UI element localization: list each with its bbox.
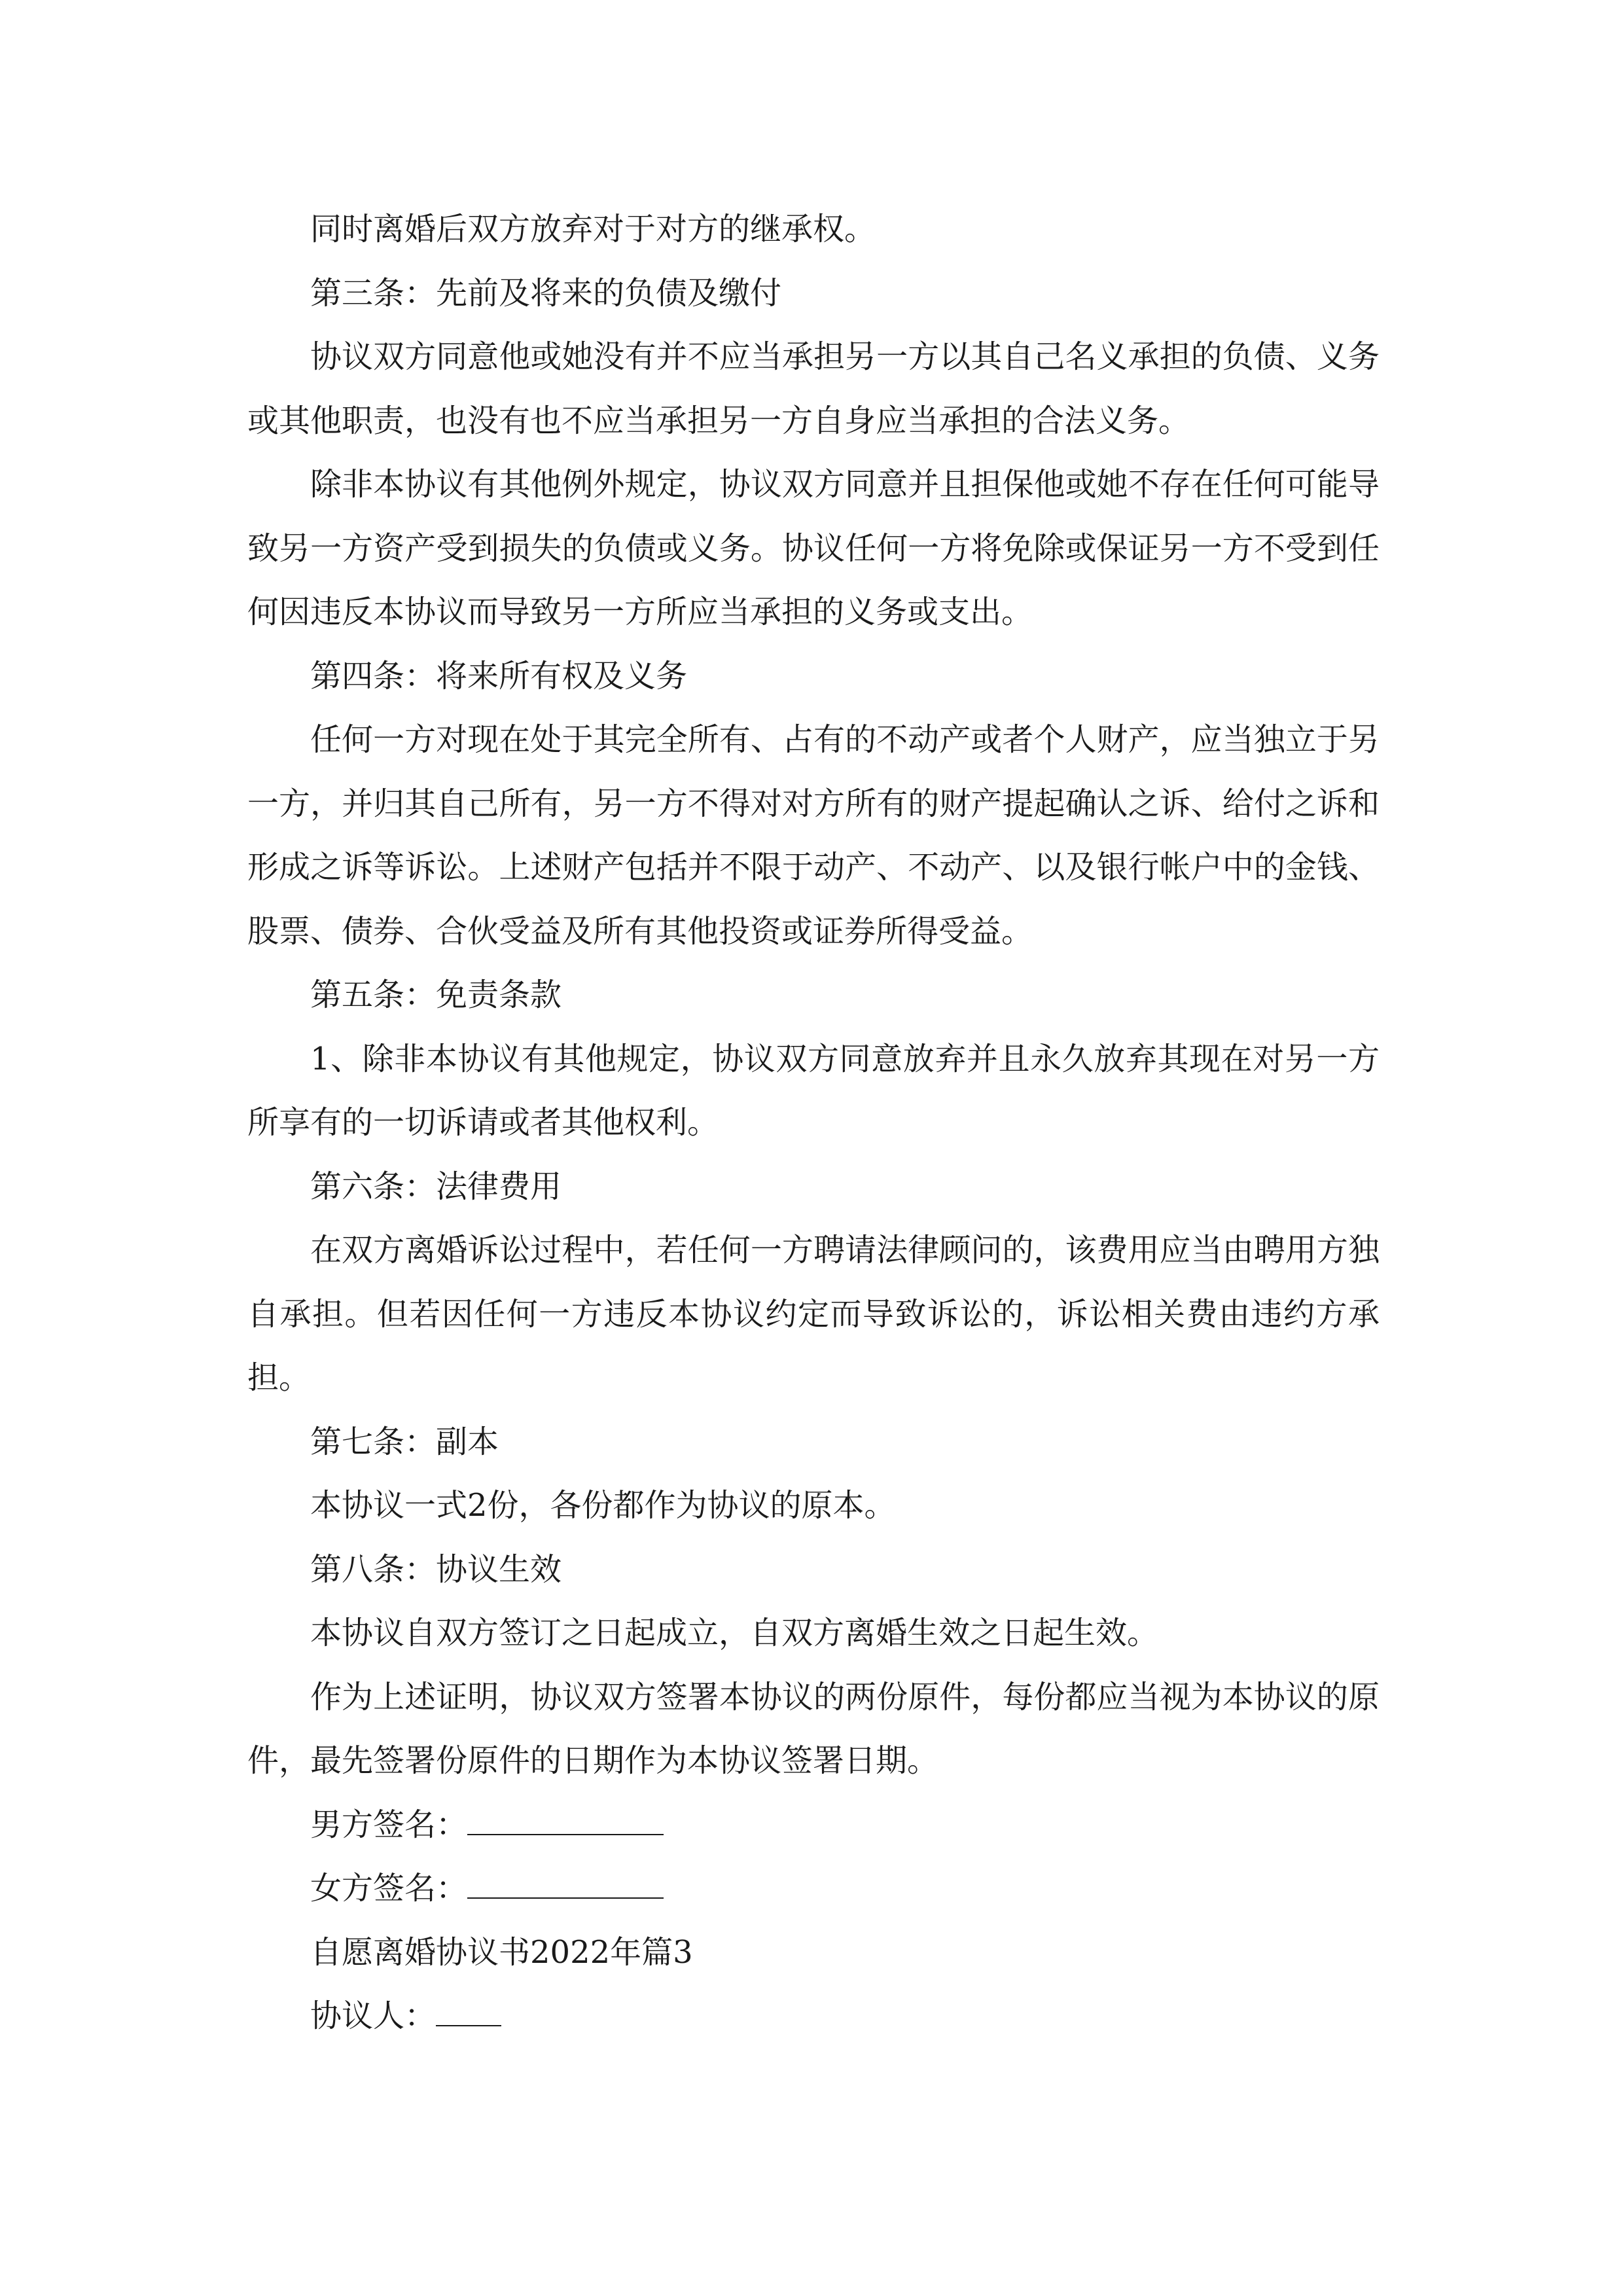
paragraph-debts-1: 协议双方同意他或她没有并不应当承担另一方以其自己名义承担的负债、义务或其他职责，也没有也不应当承担另一方自身应当承担的合法义务。 (247, 338, 1380, 439)
article-7-heading: 第七条：副本 (310, 1423, 499, 1460)
next-section-title: 自愿离婚协议书2022年篇3 (310, 1933, 693, 1971)
paragraph-inheritance-waiver: 同时离婚后双方放弃对于对方的继承权。 (310, 211, 876, 247)
female-signature-line (467, 1871, 664, 1899)
male-signature-line (467, 1808, 664, 1835)
article-6-heading: 第六条：法律费用 (310, 1168, 562, 1205)
female-signature-row (247, 1857, 1380, 1921)
article-8-heading: 第八条：协议生效 (310, 1551, 562, 1588)
article-4-heading: 第四条：将来所有权及义务 (310, 657, 688, 694)
paragraph-attestation: 作为上述证明，协议双方签署本协议的两份原件，每份都应当视为本协议的原件，最先签署份原件的日期作为本协议签署日期。 (247, 1678, 1380, 1779)
paragraph-waiver: 1、除非本协议有其他规定，协议双方同意放弃并且永久放弃其现在对另一方所享有的一切诉请或者其他权利。 (247, 1040, 1380, 1141)
paragraph-legal-fees: 在双方离婚诉讼过程中，若任何一方聘请法律顾问的，该费用应当由聘用方独自承担。但若因任何一方违反本协议约定而导致诉讼的，诉讼相关费由违约方承担。 (247, 1232, 1380, 1396)
document-body (247, 198, 1380, 2049)
party-line (436, 1999, 501, 2026)
male-signature-row (247, 1793, 1380, 1857)
paragraph-ownership: 任何一方对现在处于其完全所有、占有的不动产或者个人财产，应当独立于另一方，并归其自己所有，另一方不得对对方所有的财产提起确认之诉、给付之诉和形成之诉等诉讼。上述财产包括并不限于动产、不动产、以及银行帐户中的金钱、股票、债券、合伙受益及所有其他投资或证券所得受益。 (247, 721, 1380, 950)
party-row (247, 1984, 1380, 2049)
article-3-heading: 第三条：先前及将来的负债及缴付 (310, 274, 782, 312)
paragraph-debts-2: 除非本协议有其他例外规定，协议双方同意并且担保他或她不存在任何可能导致另一方资产受到损失的负债或义务。协议任何一方将免除或保证另一方不受到任何因违反本协议而导致另一方所应当承担的义务或支出。 (247, 466, 1380, 630)
paragraph-copies: 本协议一式2份，各份都作为协议的原本。 (310, 1487, 896, 1524)
female-signature-label: 女方签名： (310, 1870, 468, 1907)
party-label: 协议人： (310, 1998, 437, 2034)
paragraph-effective: 本协议自双方签订之日起成立，自双方离婚生效之日起生效。 (310, 1615, 1159, 1651)
male-signature-label: 男方签名： (310, 1806, 468, 1843)
article-5-heading: 第五条：免责条款 (310, 977, 562, 1013)
